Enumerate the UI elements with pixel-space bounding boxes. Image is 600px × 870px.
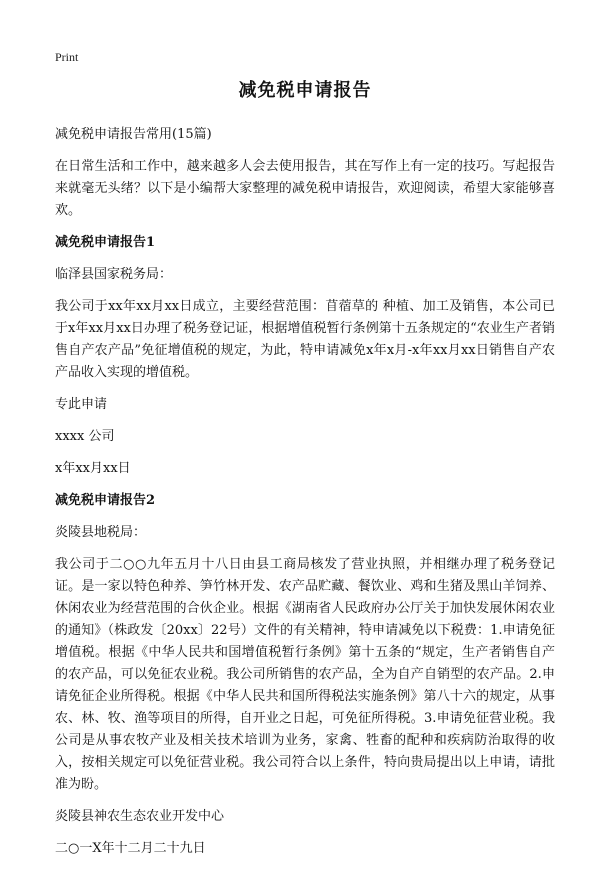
report2-signature: 炎陵县神农生态农业开发中心 (55, 809, 225, 824)
report1-heading: 减免税申请报告1 (55, 235, 156, 250)
report1-closing: 专此申请 (55, 397, 108, 412)
report1-addressee: 临泽县国家税务局： (55, 267, 173, 282)
report2-body: 我公司于二○○九年五月十八日由县工商局核发了营业执照，并相继办理了税务登记证。是一家以特色种养、笋竹林开发、农产品贮藏、餐饮业、鸡和生猪及黑山羊饲养、休闲农业为经营范围的合伙企业。根据《湖南省人民政府办公厅关于加快发展休闲农业的通知》（株政发〔20xx〕22号）文件的有关精神，特申请减免以下税费：1.申请免征增值税。根据《中华人民共和国增值税暂行条例》第十五条的“规定，生产者销售自产的农产品，可以免征农业税。我公司所销售的农产品，全为自产自销型的农产品。2.申请免征企业所得税。根据《中华人民共和国所得税法实施条例》第八十六的规定，从事农、林、牧、渔等项目的所得，自开业之日起，可免征所得税。3.申请免征营业税。我公司是从事农牧产业及相关技术培训为业务，家禽、牲畜的配种和疾病防治取得的收入，按相关规定可以免征营业税。我公司符合以上条件，特向贵局提出以上申请，请批准为盼。 (55, 557, 555, 792)
intro-paragraph: 在日常生活和工作中，越来越多人会去使用报告，其在写作上有一定的技巧。写起报告来就毫无头绪？以下是小编帮大家整理的减免税申请报告，欢迎阅读，希望大家能够喜欢。 (55, 159, 555, 218)
document-body (55, 78, 555, 870)
document-subtitle: 减免税申请报告常用(15篇) (55, 127, 212, 142)
report1-body: 我公司于xx年xx月xx日成立，主要经营范围：苜蓿草的 种植、加工及销售，本公司已于x年xx月xx日办理了税务登记证，根据增值税暂行条例第十五条规定的“农业生产者销售自产农产品”免征增值税的规定，为此，特申请减免x年x月-x年xx月xx日销售自产农产品收入实现的增值税。 (55, 299, 555, 380)
report1-company: xxxx 公司 (55, 429, 115, 444)
report2-date: 二○一X年十二月二十九日 (55, 841, 206, 856)
report1-date: x年xx月xx日 (55, 461, 131, 476)
print-label: Print (55, 50, 79, 64)
report2-addressee: 炎陵县地税局： (55, 525, 147, 540)
report2-heading: 减免税申请报告2 (55, 493, 156, 508)
page-title: 减免税申请报告 (238, 80, 372, 101)
